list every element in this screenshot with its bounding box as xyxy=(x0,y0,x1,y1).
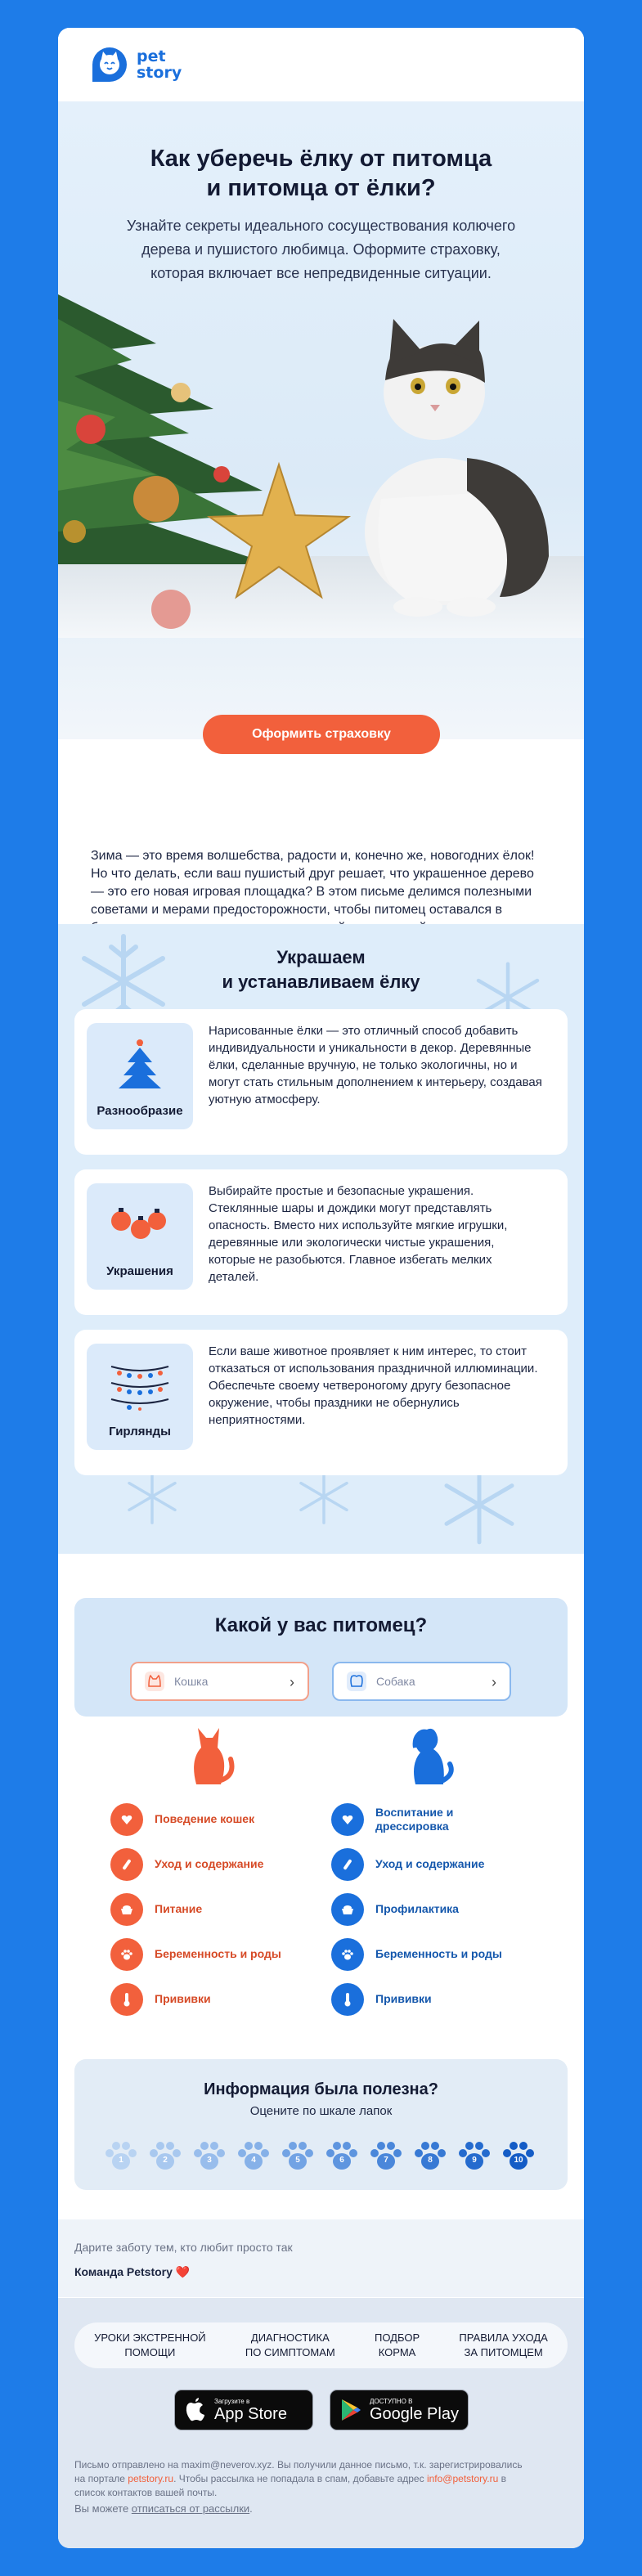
paw-rating-number: 9 xyxy=(472,2156,477,2165)
email-header xyxy=(58,28,584,101)
cat-link-label: Поведение кошек xyxy=(155,1812,255,1825)
paw-rating-number: 7 xyxy=(384,2156,388,2165)
legal-part: Письмо отправлено на maxim@neverov.xyz. Вы получили данное письмо, т.к. зарегистрировались на портале xyxy=(74,2459,523,2484)
comb-icon xyxy=(331,1848,364,1881)
paw-rating-3[interactable] xyxy=(192,2139,227,2174)
tip-text: Если ваше животное проявляет к ним интерес, то стоит отказаться от использования праздничной иллюминации. Обеспечьте своему четвероногому другу безопасное окружение, чтобы праздники не обернулись неприятностями. xyxy=(209,1344,538,1427)
pink-ball-ornament xyxy=(151,590,191,629)
signoff-block xyxy=(58,2219,584,2297)
cat-link-row[interactable] xyxy=(110,1977,307,2022)
footer-nav-link-first-aid[interactable] xyxy=(94,2331,206,2360)
signoff-team: Команда Petstory ❤️ xyxy=(74,2265,191,2278)
cat-link-label: Питание xyxy=(155,1902,203,1915)
paw-rating-6[interactable] xyxy=(325,2139,359,2174)
logo-line1: pet xyxy=(137,47,166,65)
cat-link-row[interactable] xyxy=(110,1842,307,1887)
app-store-badges xyxy=(174,2390,469,2430)
paw-rating-10[interactable] xyxy=(501,2139,536,2174)
rating-block xyxy=(74,2059,568,2190)
paw-rating-9[interactable] xyxy=(457,2139,492,2174)
hero-title-line2: и питомца от ёлки? xyxy=(206,175,436,201)
cat-link-row[interactable] xyxy=(110,1887,307,1932)
tip-badge xyxy=(87,1344,193,1450)
cat-links-column xyxy=(110,1723,307,2022)
signoff-line: Дарите заботу тем, кто любит просто так xyxy=(74,2241,293,2254)
dog-link-label: Уход и содержание xyxy=(375,1857,485,1870)
cat-link-row[interactable] xyxy=(110,1797,307,1842)
logo-line2: story xyxy=(137,64,182,82)
cat-silhouette-icon xyxy=(110,1723,307,1797)
petstory-logo[interactable] xyxy=(89,44,182,85)
nav-line: ЗА ПИТОМЦЕМ xyxy=(464,2346,543,2358)
hero-subtitle: Узнайте секреты идеального сосуществования колючего дерева и пушистого любимца. Оформите страховку, которая включает все непредвиденные ситуации. xyxy=(126,218,516,281)
google-play-icon xyxy=(340,2399,361,2421)
dog-link-label: Воспитание и дрессировка xyxy=(375,1805,454,1833)
paw-rating-number: 1 xyxy=(119,2156,123,2165)
comb-icon xyxy=(110,1848,143,1881)
petstory-logo-icon xyxy=(89,44,130,85)
google-play-big: Google Play xyxy=(370,2404,459,2423)
dog-select-label: Собака xyxy=(376,1675,415,1688)
snowflake-icon xyxy=(426,1464,532,1546)
legal-part: . Чтобы рассылка не попадала в спам, добавьте адрес xyxy=(173,2473,427,2484)
thermometer-icon xyxy=(331,1983,364,2016)
food-bowl-icon xyxy=(110,1893,143,1926)
dog-link-row[interactable] xyxy=(331,1842,528,1887)
get-insurance-button[interactable]: Оформить страховку xyxy=(203,715,440,754)
unsub-part: . xyxy=(249,2502,253,2515)
nav-line: ДИАГНОСТИКА xyxy=(250,2331,330,2344)
dog-silhouette-icon xyxy=(331,1723,528,1797)
cat-select-button[interactable] xyxy=(130,1662,309,1701)
paw-icon xyxy=(110,1938,143,1971)
dog-link-row[interactable] xyxy=(331,1797,528,1842)
unsub-part: Вы можете xyxy=(74,2502,132,2515)
food-bowl-icon xyxy=(331,1893,364,1926)
garland-icon xyxy=(110,1358,170,1411)
dog-face-icon xyxy=(345,1670,368,1693)
dog-link-label: Профилактика xyxy=(375,1902,459,1915)
decorate-title-line1: Украшаем xyxy=(276,947,366,967)
pet-choice-title: Какой у вас питомец? xyxy=(214,1614,428,1636)
paw-rating-8[interactable] xyxy=(413,2139,447,2174)
dog-link-row[interactable] xyxy=(331,1977,528,2022)
dog-select-button[interactable] xyxy=(332,1662,511,1701)
tip-badge xyxy=(87,1183,193,1290)
app-store-small: Загрузите в xyxy=(214,2397,250,2405)
tip-card xyxy=(74,1330,568,1475)
legal-text xyxy=(74,2458,532,2500)
google-play-button[interactable] xyxy=(330,2390,469,2430)
paw-icon xyxy=(331,1938,364,1971)
cat-link-label: Беременность и роды xyxy=(155,1947,281,1960)
paw-rating-number: 4 xyxy=(251,2156,256,2165)
tip-label: Гирлянды xyxy=(109,1425,171,1438)
paw-rating-5[interactable] xyxy=(281,2139,315,2174)
cat-face-icon xyxy=(143,1670,166,1693)
tip-card xyxy=(74,1169,568,1315)
heart-shield-icon xyxy=(110,1803,143,1836)
hero-cat-tree-illustration xyxy=(58,286,584,638)
paw-rating-7[interactable] xyxy=(369,2139,403,2174)
dog-link-label: Беременность и роды xyxy=(375,1947,502,1960)
apple-icon xyxy=(185,2398,206,2422)
decorate-title-line2: и устанавливаем ёлку xyxy=(222,972,420,992)
legal-part: в список контактов вашей почты. xyxy=(74,2473,506,2498)
tree-icon xyxy=(115,1038,164,1095)
app-store-big: App Store xyxy=(214,2404,287,2423)
hero-section xyxy=(58,101,584,739)
paw-rating-4[interactable] xyxy=(236,2139,271,2174)
tip-card xyxy=(74,1009,568,1155)
paw-rating-2[interactable] xyxy=(148,2139,182,2174)
thermometer-icon xyxy=(110,1983,143,2016)
petstory-site-link[interactable]: petstory.ru xyxy=(128,2473,174,2484)
app-store-button[interactable] xyxy=(174,2390,313,2430)
cat-link-label: Прививки xyxy=(155,1992,211,2005)
ornaments-icon xyxy=(110,1198,167,1247)
rating-title: Информация была полезна? xyxy=(204,2080,438,2098)
dog-link-row[interactable] xyxy=(331,1932,528,1977)
dog-links-column xyxy=(331,1723,528,2022)
dog-link-row[interactable] xyxy=(331,1887,528,1932)
chevron-right-icon: › xyxy=(290,1674,294,1690)
nav-line: ПО СИМПТОМАМ xyxy=(245,2346,335,2358)
paw-rating-number: 2 xyxy=(163,2156,168,2165)
footer-nav-link-care[interactable] xyxy=(459,2331,547,2360)
rating-subtitle: Оцените по шкале лапок xyxy=(249,2104,393,2118)
nav-line: КОРМА xyxy=(378,2346,416,2358)
cat-photo xyxy=(365,319,549,617)
nav-line: ПРАВИЛА УХОДА xyxy=(459,2331,548,2344)
dog-link-label: Прививки xyxy=(375,1992,432,2005)
paw-rating-number: 6 xyxy=(339,2156,344,2165)
chevron-right-icon: › xyxy=(492,1674,496,1690)
tip-label: Разнообразие xyxy=(97,1104,183,1118)
hero-title xyxy=(58,101,584,203)
email-card xyxy=(58,28,584,2548)
pet-choice-block xyxy=(74,1598,568,1717)
snowflake-icon xyxy=(295,1468,352,1525)
paw-rating-scale xyxy=(104,2139,536,2174)
nav-line: УРОКИ ЭКСТРЕННОЙ xyxy=(94,2331,206,2344)
cat-link-row[interactable] xyxy=(110,1932,307,1977)
footer-nav-link-food[interactable] xyxy=(375,2331,420,2360)
nav-line: ПОМОЩИ xyxy=(124,2346,176,2358)
unsubscribe-text xyxy=(74,2502,253,2515)
nav-line: ПОДБОР xyxy=(374,2331,420,2344)
paw-rating-number: 10 xyxy=(514,2156,523,2165)
footer-nav xyxy=(74,2322,568,2368)
google-play-small: ДОСТУПНО В xyxy=(370,2397,413,2405)
tip-text: Нарисованные ёлки — это отличный способ добавить индивидуальности и уникальности в декор. Деревянные ёлки, сделанные вручную, не только экологичны, но и могут стать стильным дополнением к интерьеру, создавая уютную атмосферу. xyxy=(209,1024,542,1106)
cat-select-label: Кошка xyxy=(174,1675,209,1688)
tip-badge xyxy=(87,1023,193,1129)
footer-nav-link-diagnostics[interactable] xyxy=(245,2331,335,2360)
paw-rating-number: 3 xyxy=(207,2156,212,2165)
tip-label: Украшения xyxy=(106,1264,173,1278)
decorate-section xyxy=(58,924,584,1554)
intro-text: Зима — это время волшебства, радости и, конечно же, новогодних ёлок! Но что делать, если ваш пушистый друг решает, что украшенное дерево — это его новая игровая площадка? В этом письме делимся полезными советами и мерами предосторожности, чтобы питомец оставался в xyxy=(91,849,535,917)
snowflake-icon xyxy=(123,1468,181,1525)
unsubscribe-link[interactable]: отписаться от рассылки xyxy=(131,2502,250,2515)
paw-rating-1[interactable] xyxy=(104,2139,138,2174)
hero-title-line1: Как уберечь ёлку от питомца xyxy=(150,146,492,172)
heart-shield-icon xyxy=(331,1803,364,1836)
email-footer xyxy=(58,2298,584,2548)
cat-link-label: Уход и содержание xyxy=(155,1857,264,1870)
tip-text: Выбирайте простые и безопасные украшения. Стеклянные шары и дождики могут представлять опасность. Вместо них используйте мягкие игрушки, деревянные или экологически чистые украшения, которые не разобьются. Главное избегать мелких деталей. xyxy=(209,1184,508,1284)
paw-rating-number: 8 xyxy=(428,2156,433,2165)
paw-rating-number: 5 xyxy=(295,2156,300,2165)
info-email-link[interactable]: info@petstory.ru xyxy=(426,2473,499,2484)
